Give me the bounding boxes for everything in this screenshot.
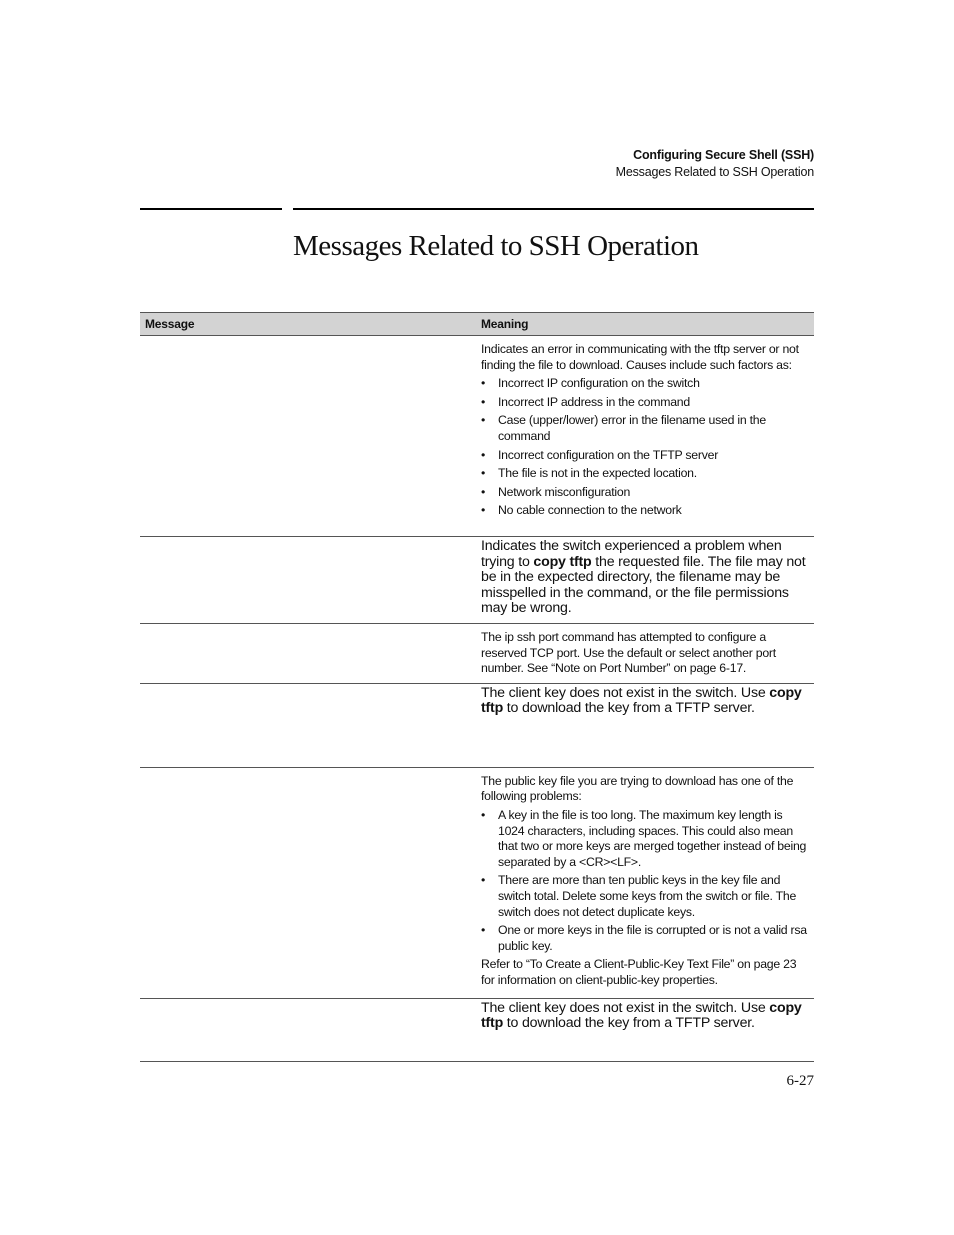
running-header xyxy=(616,147,814,181)
table-row xyxy=(140,767,814,998)
meaning-intro: Indicates an error in communicating with the tftp server or not finding the file to download. Causes include such factors as: xyxy=(481,342,799,372)
table-row xyxy=(140,537,814,624)
list-item: • There are more than ten public keys in the key file and switch total. Delete some keys from the switch or file. The switch does not detect duplicate keys. xyxy=(481,873,809,920)
meaning-cell xyxy=(476,998,814,1074)
meaning-text: Indicates the switch experienced a problem when trying to xyxy=(481,538,782,570)
table-row xyxy=(140,624,814,684)
header-rule-left xyxy=(140,208,282,210)
table-row xyxy=(140,998,814,1074)
chapter-title: Configuring Secure Shell (SSH) xyxy=(633,148,814,162)
message-cell xyxy=(140,624,476,684)
list-item: • Incorrect IP address in the command xyxy=(481,395,809,411)
list-item: • Network misconfiguration xyxy=(481,485,809,501)
command-text: copy tftp xyxy=(533,553,592,570)
footer-rule xyxy=(140,1061,814,1062)
page-number: 6-27 xyxy=(786,1073,814,1089)
meaning-text: to download the key from a TFTP server. xyxy=(503,700,755,717)
command-text: copy tftp xyxy=(481,684,802,717)
meaning-cell xyxy=(476,767,814,998)
message-cell xyxy=(140,998,476,1074)
section-title: Messages Related to SSH Operation xyxy=(615,165,814,179)
meaning-outro: Refer to “To Create a Client-Public-Key Text File” on page 23 for information on client-public-key properties. xyxy=(481,957,797,987)
message-cell xyxy=(140,537,476,624)
command-text: copy tftp xyxy=(481,999,802,1032)
list-item: • A key in the file is too long. The maximum key length is 1024 characters, including spaces. This could also mean that two or more keys are merged together instead of being separated by a <CR><LF>. xyxy=(481,808,809,870)
list-item: • Incorrect configuration on the TFTP server xyxy=(481,448,809,464)
meaning-intro: The public key file you are trying to download has one of the following problems: xyxy=(481,773,794,804)
message-cell xyxy=(140,336,476,537)
messages-table xyxy=(140,312,814,1074)
message-cell xyxy=(140,767,476,998)
meaning-cell xyxy=(476,537,814,624)
column-header-meaning: Meaning xyxy=(476,313,814,336)
meaning-text: the requested file. The file may not be in the expected directory, the filename may be misspelled in the command, or the file permissions may be wrong. xyxy=(481,553,806,617)
meaning-cell xyxy=(476,336,814,537)
list-item: • Incorrect IP configuration on the switch xyxy=(481,376,809,392)
list-item: • Case (upper/lower) error in the filename used in the command xyxy=(481,413,809,444)
meaning-text: The client key does not exist in the switch. Use xyxy=(481,999,770,1016)
table-row xyxy=(140,336,814,537)
table-header-row xyxy=(140,313,814,336)
header-rule-right xyxy=(293,208,814,210)
list-item: • No cable connection to the network xyxy=(481,503,809,519)
table-row xyxy=(140,683,814,767)
column-header-message: Message xyxy=(140,313,476,336)
list-item: • The file is not in the expected location. xyxy=(481,466,809,482)
meaning-cell xyxy=(476,683,814,767)
page-title: Messages Related to SSH Operation xyxy=(293,230,699,262)
meaning-text: The client key does not exist in the switch. Use xyxy=(481,684,770,701)
list-item: • One or more keys in the file is corrupted or is not a valid rsa public key. xyxy=(481,923,809,954)
cause-list xyxy=(481,376,809,519)
meaning-text: to download the key from a TFTP server. xyxy=(503,1015,755,1032)
meaning-cell: The ip ssh port command has attempted to configure a reserved TCP port. Use the default or select another port number. See “Note on Port Number” on page 6-17. xyxy=(476,624,814,684)
problem-list xyxy=(481,808,809,954)
message-cell xyxy=(140,683,476,767)
